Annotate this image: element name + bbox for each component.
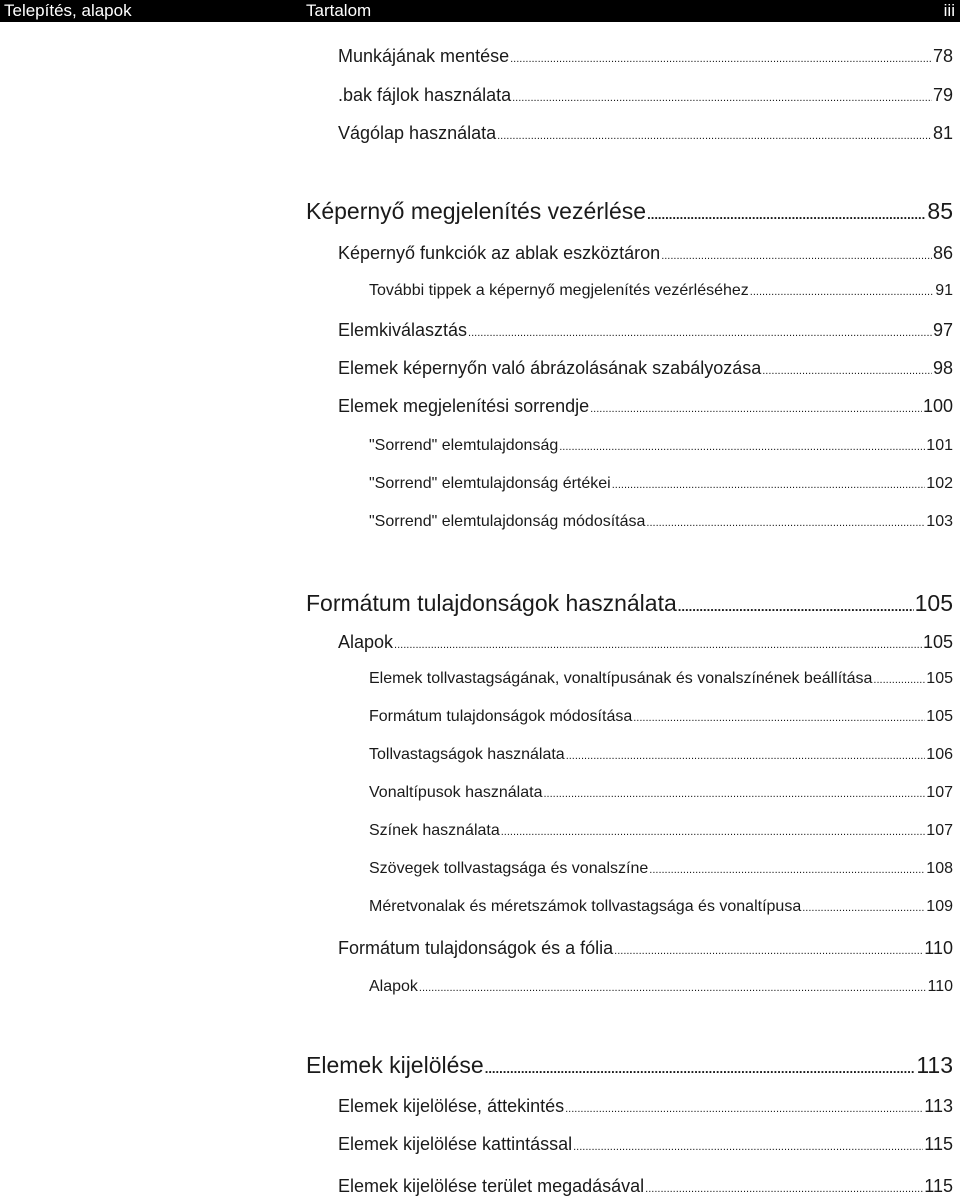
toc-entry[interactable] — [369, 475, 953, 493]
toc-entry-title: Szövegek tollvastagsága és vonalszíne — [369, 860, 649, 877]
toc-dot-leader — [612, 479, 926, 491]
toc-entry-page: 91 — [935, 282, 953, 299]
toc-entry[interactable] — [306, 198, 953, 225]
toc-entry-title: Elemkiválasztás — [338, 320, 468, 340]
toc-entry-title: További tippek a képernyő megjelenítés vezérléséhez — [369, 282, 749, 299]
toc-entry-title: Képernyő funkciók az ablak eszköztáron — [338, 243, 661, 263]
toc-entry-title: Elemek kijelölése — [306, 1052, 484, 1078]
toc-entry-page: 86 — [932, 243, 953, 263]
toc-entry[interactable] — [338, 358, 953, 379]
toc-entry-page: 97 — [932, 320, 953, 340]
toc-entry-page: 113 — [924, 1096, 953, 1116]
toc-entry-title: Alapok — [369, 978, 418, 995]
header-section-title: Telepítés, alapok — [4, 1, 132, 20]
toc-entry-title: Képernyő megjelenítés vezérlése — [306, 198, 647, 224]
toc-entry[interactable] — [369, 746, 953, 764]
toc-entry-page: 101 — [926, 437, 953, 454]
toc-entry-page: 105 — [926, 670, 953, 687]
toc-dot-leader — [661, 250, 932, 262]
header-page-number: iii — [943, 1, 955, 20]
toc-dot-leader — [647, 207, 926, 222]
toc-dot-leader — [394, 639, 922, 651]
toc-entry-page: 113 — [916, 1052, 953, 1078]
toc-entry-title: Alapok — [338, 632, 394, 652]
toc-entry-page: 103 — [926, 513, 953, 530]
toc-entry[interactable] — [338, 938, 953, 959]
toc-dot-leader — [501, 826, 926, 838]
toc-entry[interactable] — [338, 243, 953, 264]
toc-entry[interactable] — [369, 282, 953, 300]
toc-entry-title: Munkájának mentése — [338, 46, 510, 66]
toc-dot-leader — [565, 1103, 923, 1115]
toc-dot-leader — [468, 327, 932, 339]
toc-dot-leader — [645, 1183, 923, 1195]
toc-entry-page: 107 — [926, 784, 953, 801]
toc-entry[interactable] — [369, 513, 953, 531]
toc-entry[interactable] — [338, 1096, 953, 1117]
toc-dot-leader — [802, 902, 925, 914]
toc-dot-leader — [873, 674, 925, 686]
toc-dot-leader — [649, 864, 925, 876]
toc-dot-leader — [485, 1061, 916, 1076]
toc-entry-page: 102 — [926, 475, 953, 492]
toc-entry[interactable] — [306, 1052, 953, 1079]
toc-dot-leader — [590, 403, 922, 415]
toc-entry-page: 110 — [924, 938, 953, 958]
toc-entry-page: 107 — [926, 822, 953, 839]
toc-entry[interactable] — [306, 590, 953, 617]
toc-entry[interactable] — [338, 1176, 953, 1197]
toc-entry-title: Színek használata — [369, 822, 500, 839]
toc-dot-leader — [762, 365, 932, 377]
toc-entry-title: "Sorrend" elemtulajdonság értékei — [369, 475, 611, 492]
toc-entry-title: Vágólap használata — [338, 123, 497, 143]
toc-dot-leader — [646, 517, 925, 529]
toc-entry-title: "Sorrend" elemtulajdonság — [369, 437, 559, 454]
toc-entry-page: 98 — [932, 358, 953, 378]
toc-entry[interactable] — [369, 860, 953, 878]
toc-entry-title: Vonaltípusok használata — [369, 784, 543, 801]
header-chapter-title: Tartalom — [306, 1, 372, 20]
toc-entry-page: 81 — [932, 123, 953, 143]
toc-entry-page: 105 — [914, 590, 953, 616]
toc-entry-title: "Sorrend" elemtulajdonság módosítása — [369, 513, 646, 530]
toc-entry-page: 108 — [926, 860, 953, 877]
toc-entry[interactable] — [369, 670, 953, 688]
toc-entry-title: Elemek képernyőn való ábrázolásának szabályozása — [338, 358, 762, 378]
toc-entry-page: 105 — [922, 632, 953, 652]
toc-entry-page: 105 — [926, 708, 953, 725]
toc-entry-page: 85 — [927, 198, 953, 224]
toc-dot-leader — [750, 286, 934, 298]
toc-entry-title: Elemek kijelölése terület megadásával — [338, 1176, 645, 1196]
toc-entry-page: 100 — [922, 396, 953, 416]
toc-entry-title: Méretvonalak és méretszámok tollvastagsága és vonaltípusa — [369, 898, 802, 915]
toc-entry[interactable] — [369, 822, 953, 840]
toc-dot-leader — [614, 945, 923, 957]
toc-entry[interactable] — [338, 632, 953, 653]
toc-entry[interactable] — [369, 708, 953, 726]
toc-entry-title: Formátum tulajdonságok használata — [306, 590, 677, 616]
toc-entry[interactable] — [338, 396, 953, 417]
toc-entry[interactable] — [369, 978, 953, 996]
toc-dot-leader — [512, 92, 932, 104]
toc-entry-page: 79 — [932, 85, 953, 105]
toc-entry[interactable] — [369, 784, 953, 802]
toc-entry[interactable] — [369, 437, 953, 455]
toc-entry-title: Elemek kijelölése kattintással — [338, 1134, 573, 1154]
toc-entry[interactable] — [338, 46, 953, 67]
toc-entry[interactable] — [338, 1134, 953, 1155]
toc-entry[interactable] — [338, 320, 953, 341]
toc-entry-title: Elemek kijelölése, áttekintés — [338, 1096, 565, 1116]
toc-entry-title: Elemek tollvastagságának, vonaltípusának és vonalszínének beállítása — [369, 670, 873, 687]
toc-dot-leader — [678, 599, 914, 614]
toc-entry-title: .bak fájlok használata — [338, 85, 512, 105]
toc-entry-title: Elemek megjelenítési sorrendje — [338, 396, 590, 416]
toc-entry-page: 110 — [927, 978, 953, 995]
toc-dot-leader — [510, 53, 932, 65]
toc-dot-leader — [573, 1141, 923, 1153]
toc-entry[interactable] — [369, 898, 953, 916]
toc-dot-leader — [633, 712, 925, 724]
toc-entry-title: Tollvastagságok használata — [369, 746, 565, 763]
toc-dot-leader — [497, 130, 932, 142]
toc-entry-page: 106 — [926, 746, 953, 763]
toc-entry-page: 109 — [926, 898, 953, 915]
toc-entry-page: 78 — [932, 46, 953, 66]
toc-entry-page: 115 — [924, 1134, 953, 1154]
toc-dot-leader — [559, 441, 925, 453]
toc-entry[interactable] — [338, 85, 953, 106]
toc-entry-title: Formátum tulajdonságok módosítása — [369, 708, 633, 725]
toc-dot-leader — [419, 982, 927, 994]
toc-entry-page: 115 — [924, 1176, 953, 1196]
toc-dot-leader — [543, 788, 925, 800]
toc-entry-title: Formátum tulajdonságok és a fólia — [338, 938, 614, 958]
toc-dot-leader — [566, 750, 926, 762]
toc-entry[interactable] — [338, 123, 953, 144]
